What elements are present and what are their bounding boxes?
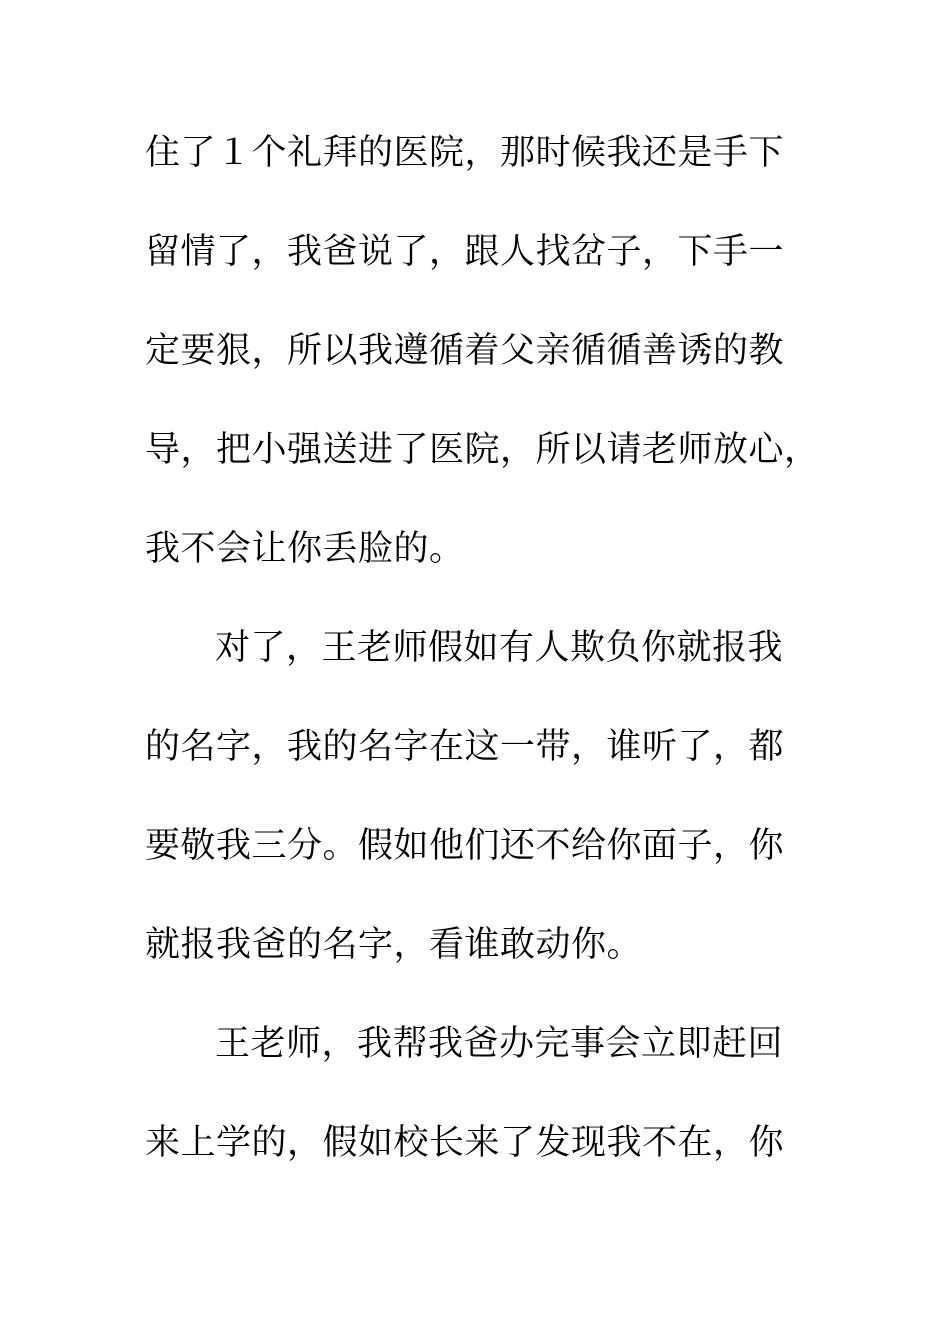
text-line: 住了１个礼拜的医院，那时候我还是手下 [145, 133, 785, 173]
text-line: 我不会让你丢脸的。 [145, 529, 465, 569]
text-line: 留情了，我爸说了，跟人找岔子，下手一 [145, 232, 785, 272]
text-line: 王老师，我帮我爸办完事会立即赶回 [215, 1024, 784, 1064]
text-line: 的名字，我的名字在这一带，谁听了，都 [145, 727, 785, 767]
text-line: 导，把小强送进了医院，所以请老师放心， [145, 430, 820, 470]
text-line: 对了，王老师假如有人欺负你就报我 [215, 628, 784, 668]
text-line: 定要狠，所以我遵循着父亲循循善诱的教 [145, 331, 785, 371]
text-line: 要敬我三分。假如他们还不给你面子，你 [145, 826, 785, 866]
text-line: 就报我爸的名字，看谁敢动你。 [145, 925, 643, 965]
text-line: 来上学的，假如校长来了发现我不在，你 [145, 1123, 785, 1163]
